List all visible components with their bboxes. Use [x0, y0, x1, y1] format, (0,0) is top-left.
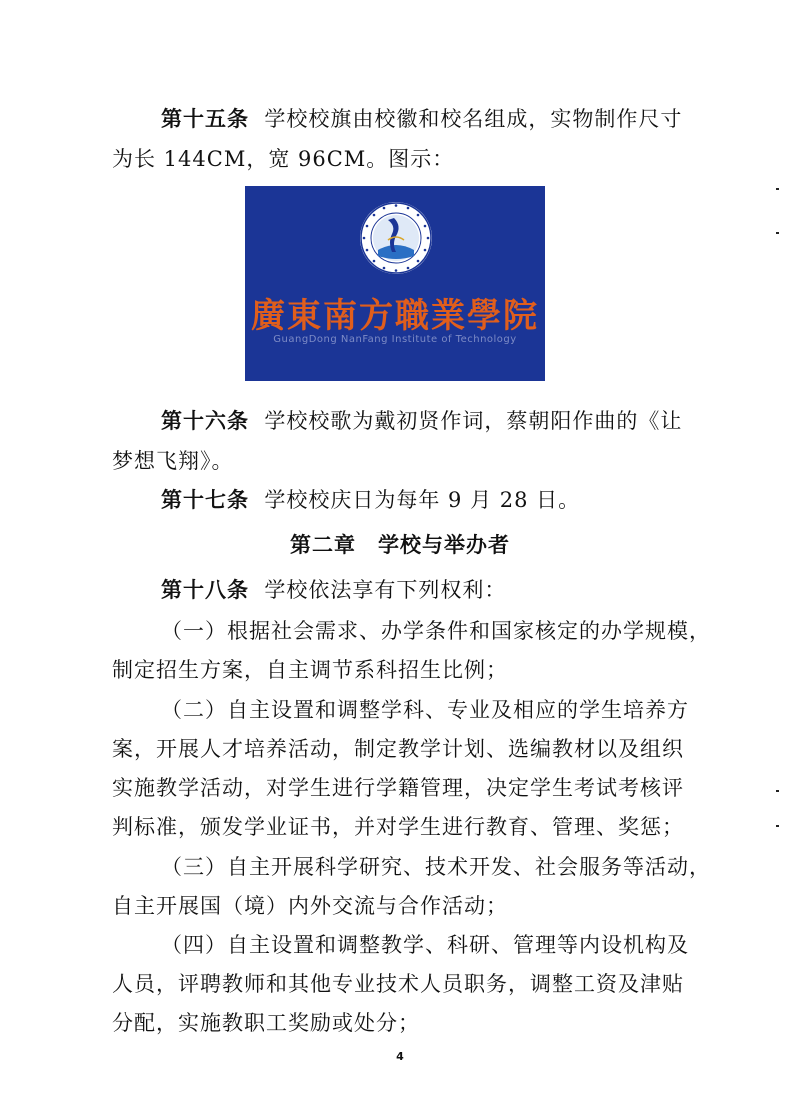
scan-mark [776, 232, 779, 234]
item-2-line-1: （二）自主设置和调整学科、专业及相应的学生培养方 [161, 698, 689, 722]
article-17-line-1 [161, 485, 580, 515]
article-16-text: 学校校歌为戴初贤作词，蔡朝阳作曲的《让 [264, 409, 683, 433]
article-16-label: 第十六条 [161, 409, 249, 433]
item-4-line-3: 分配，实施教职工奖励或处分； [112, 1011, 420, 1035]
flag-school-name: 廣東南方職業學院 [251, 296, 539, 336]
article-18-line-1 [161, 575, 506, 605]
article-17-text: 学校校庆日为每年 9 月 28 日。 [264, 488, 581, 512]
item-4-line-1: （四）自主设置和调整教学、科研、管理等内设机构及 [161, 933, 689, 957]
article-16-line-1 [161, 406, 682, 436]
item-1-line-1: （一）根据社会需求、办学条件和国家核定的办学规模， [161, 619, 711, 643]
article-15-line-2: 为长 144CM，宽 96CM。图示： [112, 147, 455, 171]
article-15-label: 第十五条 [161, 107, 249, 131]
chapter-2-heading: 第二章 学校与举办者 [290, 533, 510, 557]
article-15-line-1 [161, 104, 682, 134]
school-emblem-icon [358, 200, 434, 276]
scan-mark [776, 188, 779, 190]
item-2-line-3: 实施教学活动，对学生进行学籍管理，决定学生考试考核评 [112, 776, 684, 800]
page-number: 4 [396, 1050, 404, 1063]
item-2-line-4: 判标准，颁发学业证书，并对学生进行教育、管理、奖惩； [112, 815, 684, 839]
article-18-label: 第十八条 [161, 578, 249, 602]
item-3-line-1: （三）自主开展科学研究、技术开发、社会服务等活动， [161, 855, 711, 879]
scan-mark [776, 790, 779, 792]
article-16-line-2: 梦想飞翔》。 [112, 449, 234, 473]
item-4-line-2: 人员，评聘教师和其他专业技术人员职务，调整工资及津贴 [112, 972, 684, 996]
article-18-text: 学校依法享有下列权利： [264, 578, 507, 602]
article-15-text: 学校校旗由校徽和校名组成，实物制作尺寸 [264, 107, 683, 131]
item-2-line-2: 案，开展人才培养活动，制定教学计划、选编教材以及组织 [112, 737, 684, 761]
flag-english-name: GuangDong NanFang Institute of Technology [273, 334, 517, 345]
scan-mark [776, 825, 779, 827]
item-1-line-2: 制定招生方案，自主调节系科招生比例； [112, 658, 508, 682]
article-17-label: 第十七条 [161, 488, 249, 512]
item-3-line-2: 自主开展国（境）内外交流与合作活动； [112, 894, 508, 918]
school-flag-image [245, 186, 545, 381]
